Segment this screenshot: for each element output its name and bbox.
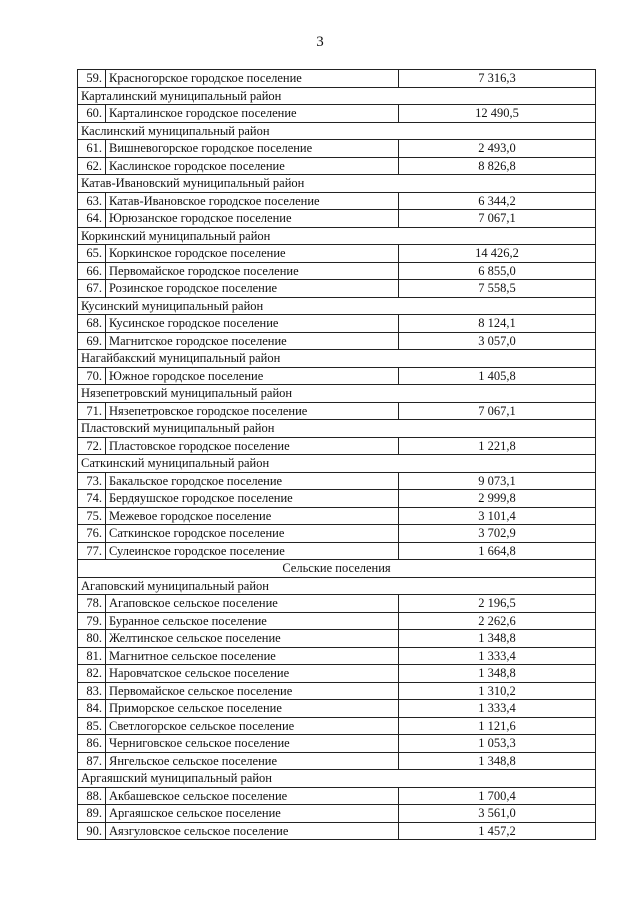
settlement-name: Агаповское сельское поселение xyxy=(106,595,399,613)
table-row xyxy=(78,280,596,298)
table-row xyxy=(78,525,596,543)
row-number: 87. xyxy=(78,752,106,770)
table-row xyxy=(78,140,596,158)
settlement-amount: 2 196,5 xyxy=(399,595,596,613)
table-body xyxy=(78,70,596,840)
settlement-name: Южное городское поселение xyxy=(106,367,399,385)
table-row xyxy=(78,105,596,123)
settlement-name: Каслинское городское поселение xyxy=(106,157,399,175)
settlement-name: Аязгуловское сельское поселение xyxy=(106,822,399,840)
table-row xyxy=(78,507,596,525)
settlement-name: Кусинское городское поселение xyxy=(106,315,399,333)
district-header-row xyxy=(78,87,596,105)
settlement-amount: 1 053,3 xyxy=(399,735,596,753)
settlement-amount: 7 067,1 xyxy=(399,210,596,228)
table-row xyxy=(78,472,596,490)
settlement-name: Первомайское сельское поселение xyxy=(106,682,399,700)
settlement-amount: 1 348,8 xyxy=(399,752,596,770)
settlement-amount: 8 826,8 xyxy=(399,157,596,175)
settlement-amount: 7 558,5 xyxy=(399,280,596,298)
settlement-name: Янгельское сельское поселение xyxy=(106,752,399,770)
table-row xyxy=(78,490,596,508)
district-name: Пластовский муниципальный район xyxy=(78,420,596,438)
row-number: 90. xyxy=(78,822,106,840)
settlement-budget-table xyxy=(77,69,596,840)
settlement-amount: 1 221,8 xyxy=(399,437,596,455)
district-name: Кусинский муниципальный район xyxy=(78,297,596,315)
settlement-amount: 1 333,4 xyxy=(399,700,596,718)
settlement-amount: 12 490,5 xyxy=(399,105,596,123)
settlement-amount: 1 121,6 xyxy=(399,717,596,735)
district-header-row xyxy=(78,385,596,403)
table-row xyxy=(78,752,596,770)
row-number: 64. xyxy=(78,210,106,228)
district-header-row xyxy=(78,420,596,438)
settlement-name: Бакальское городское поселение xyxy=(106,472,399,490)
table-row xyxy=(78,822,596,840)
row-number: 62. xyxy=(78,157,106,175)
settlement-amount: 7 316,3 xyxy=(399,70,596,88)
settlement-amount: 9 073,1 xyxy=(399,472,596,490)
settlement-amount: 3 101,4 xyxy=(399,507,596,525)
row-number: 61. xyxy=(78,140,106,158)
settlement-name: Нязепетровское городское поселение xyxy=(106,402,399,420)
district-header-row xyxy=(78,227,596,245)
settlement-amount: 8 124,1 xyxy=(399,315,596,333)
settlement-amount: 6 855,0 xyxy=(399,262,596,280)
row-number: 76. xyxy=(78,525,106,543)
row-number: 60. xyxy=(78,105,106,123)
settlement-name: Светлогорское сельское поселение xyxy=(106,717,399,735)
table-row xyxy=(78,210,596,228)
table-row xyxy=(78,402,596,420)
district-name: Нязепетровский муниципальный район xyxy=(78,385,596,403)
row-number: 86. xyxy=(78,735,106,753)
row-number: 73. xyxy=(78,472,106,490)
row-number: 71. xyxy=(78,402,106,420)
settlement-amount: 3 702,9 xyxy=(399,525,596,543)
row-number: 74. xyxy=(78,490,106,508)
settlement-name: Аргаяшское сельское поселение xyxy=(106,805,399,823)
row-number: 80. xyxy=(78,630,106,648)
district-header-row xyxy=(78,770,596,788)
row-number: 79. xyxy=(78,612,106,630)
row-number: 88. xyxy=(78,787,106,805)
settlement-name: Желтинское сельское поселение xyxy=(106,630,399,648)
row-number: 82. xyxy=(78,665,106,683)
table-row xyxy=(78,735,596,753)
settlement-name: Магнитное сельское поселение xyxy=(106,647,399,665)
section-title: Сельские поселения xyxy=(78,560,596,578)
settlement-name: Черниговское сельское поселение xyxy=(106,735,399,753)
table-row xyxy=(78,367,596,385)
table-row xyxy=(78,682,596,700)
settlement-name: Карталинское городское поселение xyxy=(106,105,399,123)
row-number: 63. xyxy=(78,192,106,210)
table-row xyxy=(78,262,596,280)
row-number: 65. xyxy=(78,245,106,263)
district-header-row xyxy=(78,297,596,315)
settlement-amount: 6 344,2 xyxy=(399,192,596,210)
district-name: Аргаяшский муниципальный район xyxy=(78,770,596,788)
settlement-amount: 3 057,0 xyxy=(399,332,596,350)
settlement-name: Пластовское городское поселение xyxy=(106,437,399,455)
settlement-name: Наровчатское сельское поселение xyxy=(106,665,399,683)
settlement-amount: 14 426,2 xyxy=(399,245,596,263)
row-number: 77. xyxy=(78,542,106,560)
page-number: 3 xyxy=(316,34,324,50)
table-row xyxy=(78,805,596,823)
table-row xyxy=(78,157,596,175)
district-header-row xyxy=(78,455,596,473)
settlement-amount: 2 493,0 xyxy=(399,140,596,158)
district-name: Агаповский муниципальный район xyxy=(78,577,596,595)
table-row xyxy=(78,542,596,560)
table-row xyxy=(78,595,596,613)
settlement-name: Бердяушское городское поселение xyxy=(106,490,399,508)
row-number: 81. xyxy=(78,647,106,665)
table-row xyxy=(78,332,596,350)
row-number: 69. xyxy=(78,332,106,350)
district-name: Катав-Ивановский муниципальный район xyxy=(78,175,596,193)
table-row xyxy=(78,717,596,735)
district-header-row xyxy=(78,175,596,193)
settlement-amount: 2 262,6 xyxy=(399,612,596,630)
settlement-amount: 1 457,2 xyxy=(399,822,596,840)
settlement-amount: 1 700,4 xyxy=(399,787,596,805)
table-row xyxy=(78,70,596,88)
settlement-name: Розинское городское поселение xyxy=(106,280,399,298)
settlement-name: Саткинское городское поселение xyxy=(106,525,399,543)
row-number: 72. xyxy=(78,437,106,455)
district-header-row xyxy=(78,350,596,368)
table-row xyxy=(78,665,596,683)
district-name: Нагайбакский муниципальный район xyxy=(78,350,596,368)
row-number: 83. xyxy=(78,682,106,700)
district-header-row xyxy=(78,122,596,140)
settlement-name: Буранное сельское поселение xyxy=(106,612,399,630)
district-name: Саткинский муниципальный район xyxy=(78,455,596,473)
district-name: Карталинский муниципальный район xyxy=(78,87,596,105)
settlement-amount: 3 561,0 xyxy=(399,805,596,823)
row-number: 78. xyxy=(78,595,106,613)
table-row xyxy=(78,647,596,665)
district-header-row xyxy=(78,577,596,595)
table-row xyxy=(78,192,596,210)
table-row xyxy=(78,630,596,648)
settlement-amount: 1 348,8 xyxy=(399,665,596,683)
settlement-amount: 1 310,2 xyxy=(399,682,596,700)
district-name: Каслинский муниципальный район xyxy=(78,122,596,140)
settlement-name: Красногорское городское поселение xyxy=(106,70,399,88)
settlement-name: Приморское сельское поселение xyxy=(106,700,399,718)
settlement-name: Коркинское городское поселение xyxy=(106,245,399,263)
table-row xyxy=(78,700,596,718)
row-number: 84. xyxy=(78,700,106,718)
row-number: 66. xyxy=(78,262,106,280)
table-row xyxy=(78,315,596,333)
settlement-name: Юрюзанское городское поселение xyxy=(106,210,399,228)
settlement-name: Сулеинское городское поселение xyxy=(106,542,399,560)
settlement-amount: 1 664,8 xyxy=(399,542,596,560)
settlement-name: Магнитское городское поселение xyxy=(106,332,399,350)
settlement-name: Акбашевское сельское поселение xyxy=(106,787,399,805)
table-row xyxy=(78,437,596,455)
row-number: 75. xyxy=(78,507,106,525)
settlement-amount: 2 999,8 xyxy=(399,490,596,508)
row-number: 85. xyxy=(78,717,106,735)
table-row xyxy=(78,787,596,805)
settlement-amount: 1 405,8 xyxy=(399,367,596,385)
row-number: 59. xyxy=(78,70,106,88)
table-row xyxy=(78,612,596,630)
section-header-row xyxy=(78,560,596,578)
settlement-name: Первомайское городское поселение xyxy=(106,262,399,280)
row-number: 70. xyxy=(78,367,106,385)
settlement-name: Вишневогорское городское поселение xyxy=(106,140,399,158)
table-row xyxy=(78,245,596,263)
settlement-name: Катав-Ивановское городское поселение xyxy=(106,192,399,210)
settlement-name: Межевое городское поселение xyxy=(106,507,399,525)
settlement-amount: 1 333,4 xyxy=(399,647,596,665)
district-name: Коркинский муниципальный район xyxy=(78,227,596,245)
settlement-amount: 7 067,1 xyxy=(399,402,596,420)
row-number: 68. xyxy=(78,315,106,333)
row-number: 89. xyxy=(78,805,106,823)
settlement-amount: 1 348,8 xyxy=(399,630,596,648)
row-number: 67. xyxy=(78,280,106,298)
